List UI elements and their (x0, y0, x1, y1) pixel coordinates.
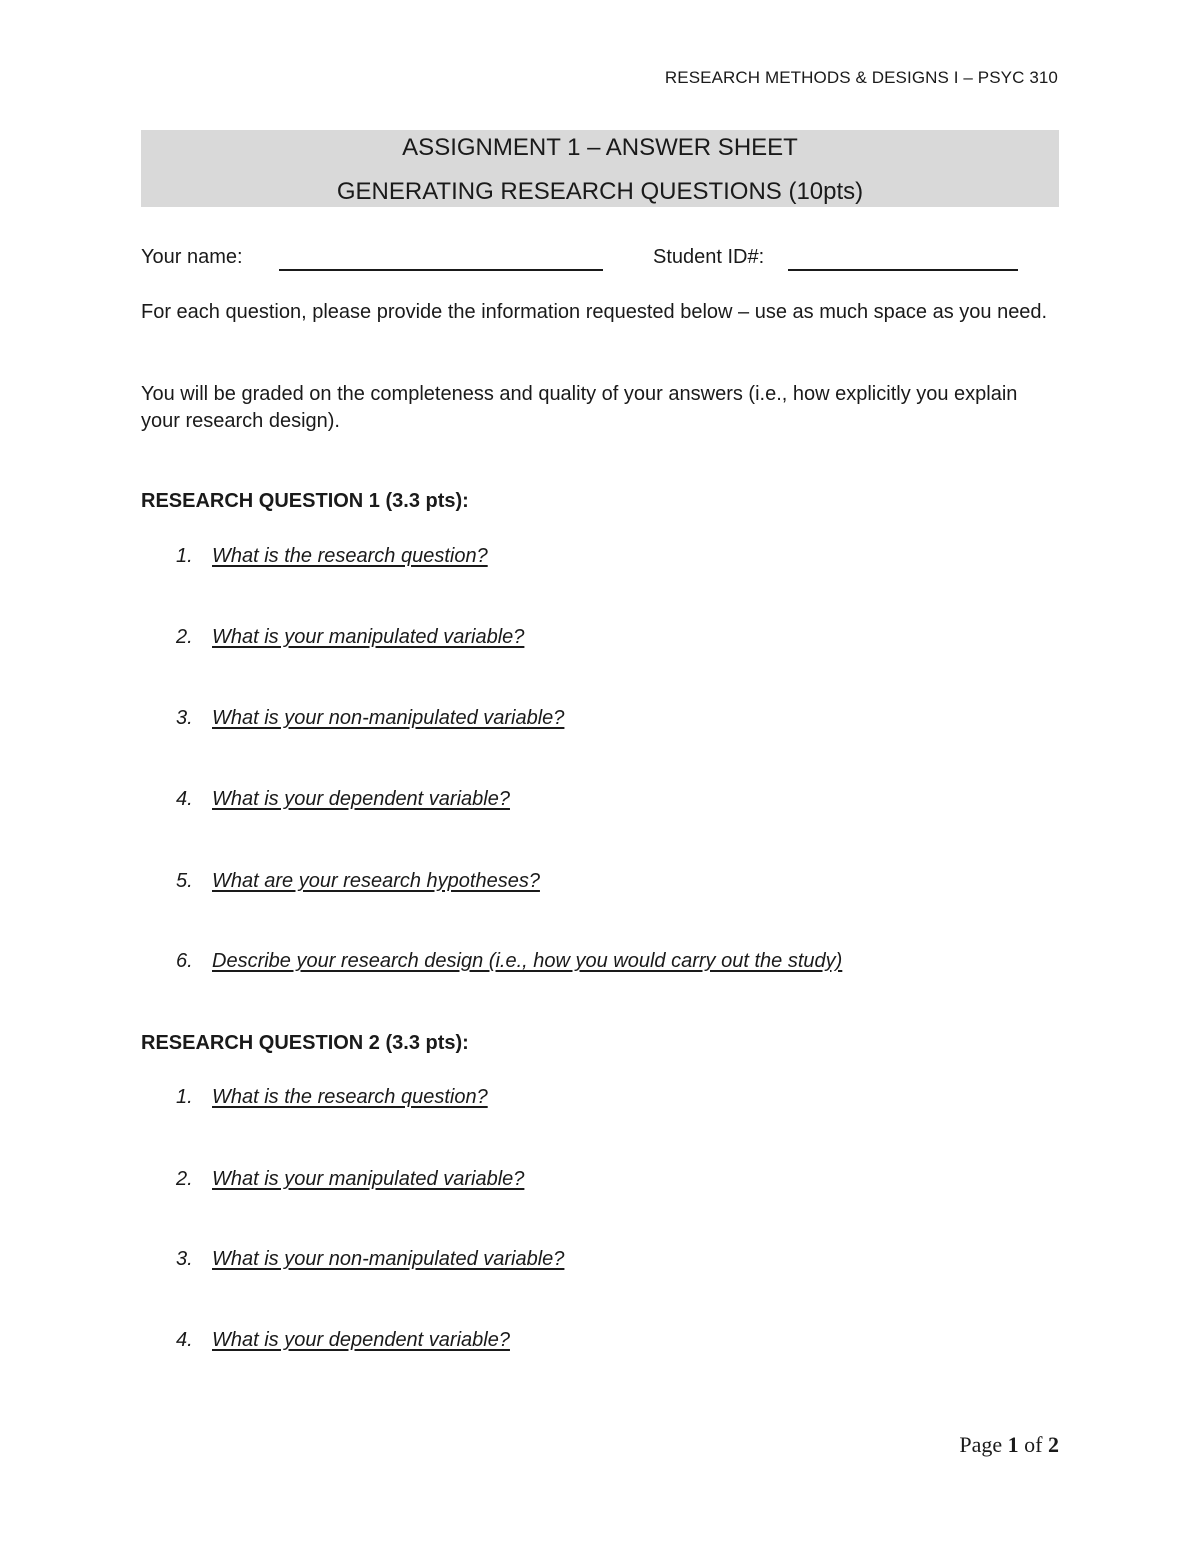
list-item-text: What is your non-manipulated variable? (212, 707, 565, 729)
list-item-number: 2. (176, 1168, 193, 1190)
list-item-number: 4. (176, 788, 193, 810)
page-word: Page (959, 1432, 1003, 1457)
name-blank-line[interactable] (279, 269, 603, 271)
list-item-text: Describe your research design (i.e., how you would carry out the study) (212, 950, 843, 972)
page-number (959, 1432, 1059, 1458)
list-item (176, 545, 488, 568)
list-item (176, 1248, 564, 1271)
of-word: of (1024, 1432, 1043, 1457)
list-item-text: What is the research question? (212, 545, 488, 567)
current-page: 1 (1007, 1432, 1019, 1457)
list-item-number: 5. (176, 870, 193, 892)
name-label: Your name: (141, 246, 243, 268)
title-banner (141, 130, 1059, 207)
list-item (176, 788, 510, 811)
list-item-text: What is your manipulated variable? (212, 626, 525, 648)
list-item-number: 4. (176, 1329, 193, 1351)
list-item-text: What is your non-manipulated variable? (212, 1248, 565, 1270)
course-header: RESEARCH METHODS & DESIGNS I – PSYC 310 (664, 68, 1058, 87)
list-item-text: What is your dependent variable? (212, 1329, 510, 1351)
list-item (176, 1168, 524, 1191)
student-id-blank-line[interactable] (788, 269, 1018, 271)
list-item-text: What is the research question? (212, 1086, 488, 1108)
list-item (176, 1329, 510, 1352)
list-item-number: 1. (176, 545, 193, 567)
list-item (176, 870, 540, 893)
instructions-paragraph-2: You will be graded on the completeness and quality of your answers (i.e., how explicitly you explain your research design). (141, 383, 1018, 432)
student-id-label: Student ID#: (653, 246, 765, 268)
list-item-number: 3. (176, 707, 193, 729)
list-item-number: 2. (176, 626, 193, 648)
instructions-paragraph-1: For each question, please provide the information requested below – use as much space as you need. (141, 301, 1048, 323)
assignment-title: ASSIGNMENT 1 – ANSWER SHEET (402, 134, 798, 161)
student-info-row (141, 246, 1059, 276)
total-pages: 2 (1048, 1432, 1059, 1457)
list-item-number: 1. (176, 1086, 193, 1108)
list-item (176, 626, 524, 649)
list-item-text: What is your manipulated variable? (212, 1168, 525, 1190)
list-item-text: What are your research hypotheses? (212, 870, 540, 892)
assignment-subtitle: GENERATING RESEARCH QUESTIONS (10pts) (336, 178, 864, 205)
list-item (176, 707, 564, 730)
list-item-text: What is your dependent variable? (212, 788, 510, 810)
list-item-number: 3. (176, 1248, 193, 1270)
section-heading-rq2: RESEARCH QUESTION 2 (3.3 pts): (141, 1032, 469, 1054)
list-item-number: 6. (176, 950, 193, 972)
section-heading-rq1: RESEARCH QUESTION 1 (3.3 pts): (141, 490, 469, 512)
list-item (176, 950, 842, 973)
list-item (176, 1086, 488, 1109)
